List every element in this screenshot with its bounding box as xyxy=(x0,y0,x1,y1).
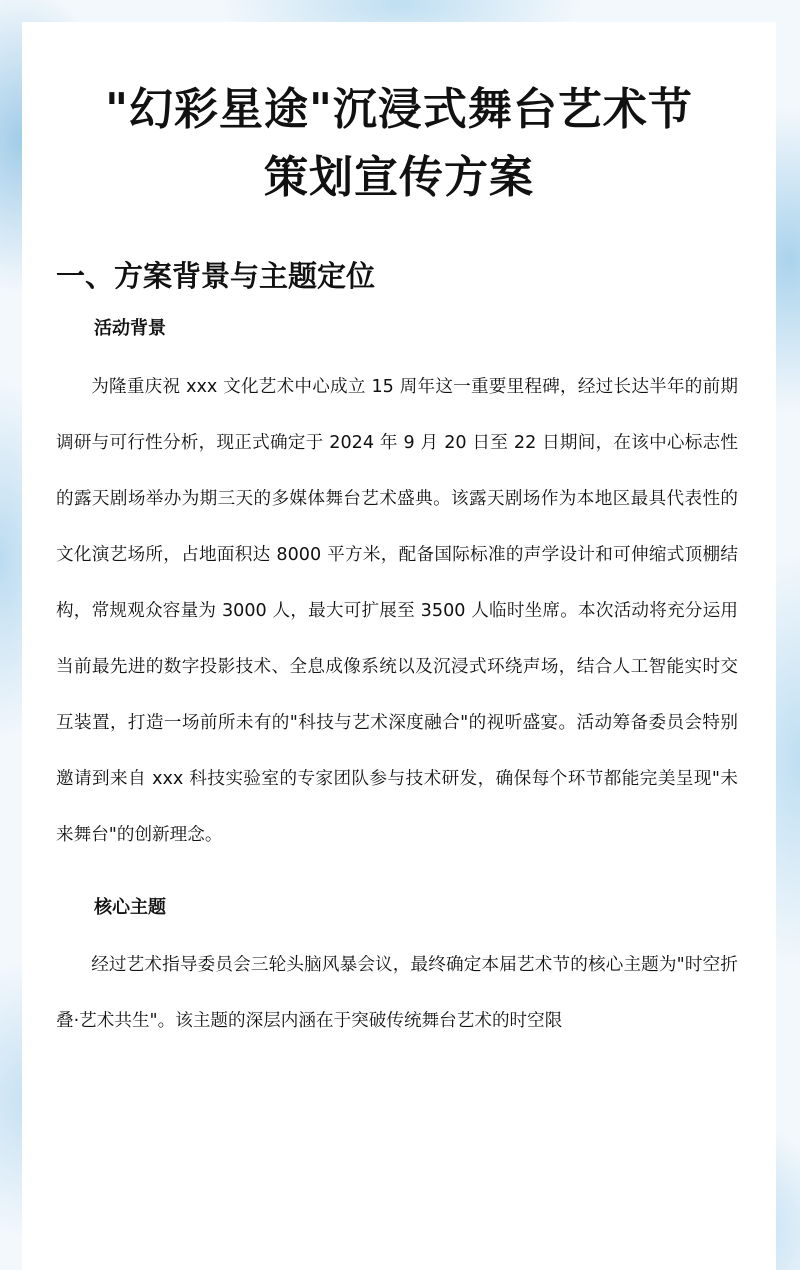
document-title xyxy=(56,22,776,212)
subsection-heading-background: 活动背景 xyxy=(94,318,166,339)
title-line-1: "幻彩星途"沉浸式舞台艺术节 xyxy=(105,84,693,135)
theme-paragraph: 经过艺术指导委员会三轮头脑风暴会议，最终确定本届艺术节的核心主题为"时空折叠·艺术共生"。该主题的深层内涵在于突破传统舞台艺术的时空限 xyxy=(56,955,738,1031)
section-heading: 一、方案背景与主题定位 xyxy=(56,259,376,293)
background-paragraph: 为隆重庆祝 xxx 文化艺术中心成立 15 周年这一重要里程碑，经过长达半年的前期调研与可行性分析，现正式确定于 2024 年 9 月 20 日至 22 日期间，在该中心标志性的露天剧场举办为期三天的多媒体舞台艺术盛典。该露天剧场作为本地区最具代表性的文化演艺场所，占地面积达 8000 平方米，配备国际标准的声学设计和可伸缩式顶棚结构，常规观众容量为 3000 人，最大可扩展至 3500 人临时坐席。本次活动将充分运用当前最先进的数字投影技术、全息成像系统以及沉浸式环绕声场，结合人工智能实时交互装置，打造一场前所未有的"科技与艺术深度融合"的视听盛宴。活动筹备委员会特别邀请到来自 xxx 科技实验室的专家团队参与技术研发，确保每个环节都能完美呈现"未来舞台"的创新理念。 xyxy=(56,377,738,845)
document-page xyxy=(22,22,776,1270)
subsection-heading-theme: 核心主题 xyxy=(94,897,166,918)
title-line-2: 策划宣传方案 xyxy=(264,152,534,203)
